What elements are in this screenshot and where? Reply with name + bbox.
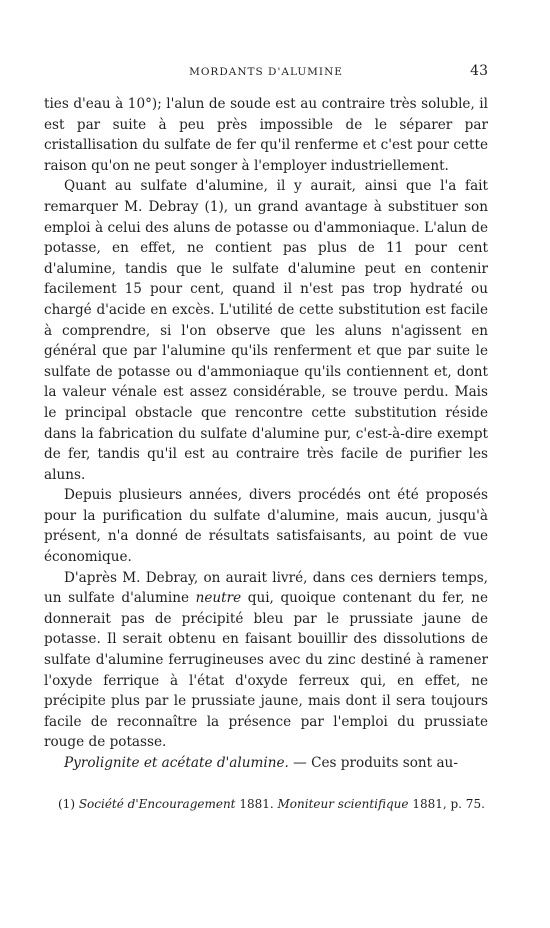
footnote-source-1: Société d'Encouragement (78, 796, 236, 811)
paragraph-purification: Depuis plusieurs années, divers procédés ont été proposés pour la purification du sulfate d'alumine, mais aucun, jusqu'à présent, n'a donné de résultats satisfaisants, au point de vue économique. (44, 487, 488, 566)
footnote-marker: (1) (58, 796, 79, 811)
paragraph-pyrolignite (44, 753, 488, 774)
paragraph-debray (44, 568, 488, 753)
emphasis-neutre: neutre (195, 590, 242, 607)
page-number: 43 (470, 63, 488, 79)
paragraph-sulfate-alumine: Quant au sulfate d'alumine, il y aurait, ainsi que l'a fait remarquer M. Debray (1), un grand avantage à substituer son emploi à celui des aluns de potasse ou d'ammoniaque. L'alun de potasse, en effet, ne contient pas plus de 11 pour cent d'alumine, tandis que le sulfate d'alumine peut en contenir facilement 15 pour cent, quand il n'est pas trop hydraté ou chargé d'acide en excès. L'utilité de cette substitution est facile à comprendre, si l'on observe que les aluns n'agissent en général que par l'alumine qu'ils renferment et que par suite le sulfate de potasse ou d'ammoniaque qu'ils contiennent et, dont la valeur vénale est assez considérable, se trouve perdu. Mais le principal obstacle que rencontre cette substitution réside dans la fabrication du sulfate d'alumine pur, c'est-à-dire exempt de fer, tandis qu'il est au contraire très facile de purifier les aluns. (44, 178, 488, 483)
footnote-source-2: Moniteur scientifique (277, 796, 409, 811)
paragraph-debray-text-1: D'après M. Debray, on aurait livré, dans ces derniers temps, un sulfate d'alumine (44, 569, 488, 607)
paragraph-pyrolignite-text: — Ces produits sont au- (288, 755, 458, 771)
section-heading-pyrolignite: Pyrolignite et acétate d'alumine. (64, 755, 289, 771)
body-text (44, 94, 488, 774)
footnote-year-2: 1881, p. 75. (408, 796, 485, 811)
running-head (44, 62, 488, 84)
paragraph-debray-text-2: qui, quoique contenant du fer, ne donnerait pas de précipité bleu par le prussiate jaune de potasse. Il serait obtenu en faisant bouillir des dissolutions de sulfate d'alumine ferrugineuses avec du zinc destiné à ramener l'oxyde ferrique à l'état d'oxyde ferreux qui, en effet, ne précipite plus par le prussiate jaune, mais dont il sera toujours facile de reconnaître la présence par l'emploi du prussiate rouge de potasse. (44, 590, 488, 751)
footnote (44, 796, 488, 812)
running-title: MORDANTS D'ALUMINE (189, 66, 343, 78)
book-page (44, 62, 488, 812)
paragraph-continuation: ties d'eau à 10°); l'alun de soude est au contraire très soluble, il est par suite à peu près impossible de le séparer par cristallisation du sulfate de fer qu'il renferme et c'est pour cette raison qu'on ne peut songer à l'employer industriellement. (44, 96, 488, 174)
footnote-year-1: 1881. (235, 796, 278, 811)
